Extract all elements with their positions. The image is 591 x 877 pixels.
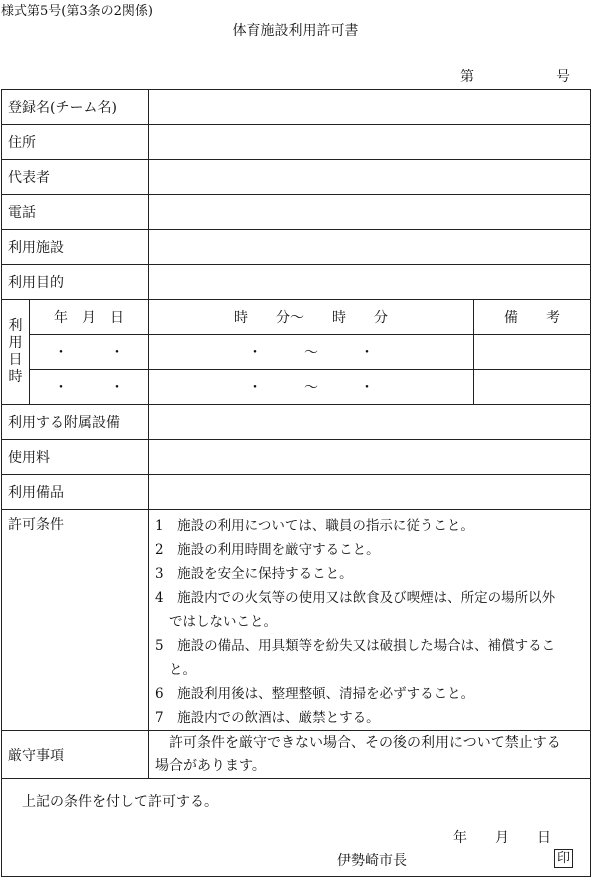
row-permit-conditions [2,510,591,731]
row-phone [2,195,591,230]
row-equipment-rental [2,475,591,510]
observance-text [149,731,591,779]
document-title: 体育施設利用許可書 [232,23,359,39]
condition-item: 3 施設を安全に保持すること。 [155,566,353,582]
input-address[interactable] [149,125,591,160]
form-number: 様式第5号(第3条の2関係) [1,4,153,19]
issuer-name: 伊勢崎市長 [337,853,407,869]
input-representative[interactable] [149,160,591,195]
approval-block [2,779,591,877]
remarks-cell[interactable] [474,370,591,405]
approval-date[interactable]: 年 月 日 [453,830,551,846]
time-cell[interactable]: ・ 〜 ・ [149,335,474,370]
condition-item-continued: と。 [169,662,196,678]
number-suffix: 号 [556,69,570,85]
condition-item: 6 施設利用後は、整理整頓、清掃を必ずすること。 [155,686,475,702]
label-facility: 利用施設 [2,230,149,265]
condition-item: 2 施設の利用時間を厳守すること。 [155,542,380,558]
label-equipment-rental: 利用備品 [2,475,149,510]
permit-number-line [460,66,570,86]
row-purpose [2,265,591,300]
permit-conditions-list [149,510,591,731]
row-equipment-attached [2,405,591,440]
label-address: 住所 [2,125,149,160]
condition-item: 1 施設の利用については、職員の指示に従うこと。 [155,518,474,534]
row-representative [2,160,591,195]
input-registered-name[interactable] [149,90,591,125]
row-usage-fee [2,440,591,475]
condition-item: 7 施設内での飲酒は、厳禁とする。 [155,710,380,726]
col-date: 年 月 日 [30,300,149,335]
time-cell[interactable]: ・ 〜 ・ [149,370,474,405]
date-cell[interactable]: ・ ・ [30,335,149,370]
label-observance: 厳守事項 [2,731,149,779]
row-footer [2,779,591,877]
row-facility [2,230,591,265]
permit-form-table [1,89,591,877]
observance-line: 許可条件を厳守できない場合、その後の利用について禁止する [155,734,561,751]
input-equipment-attached[interactable] [149,405,591,440]
label-phone: 電話 [2,195,149,230]
condition-item: 4 施設内での火気等の使用又は飲食及び喫煙は、所定の場所以外 [155,590,556,606]
remarks-cell[interactable] [474,335,591,370]
input-usage-fee[interactable] [149,440,591,475]
approval-text: 上記の条件を付して許可する。 [22,794,218,810]
input-equipment-rental[interactable] [149,475,591,510]
row-address [2,125,591,160]
input-facility[interactable] [149,230,591,265]
col-remarks: 備 考 [474,300,591,335]
schedule-row [2,370,591,405]
schedule-header-row [2,300,591,335]
row-registered-name [2,90,591,125]
row-observance [2,731,591,779]
date-cell[interactable]: ・ ・ [30,370,149,405]
condition-item: 5 施設の備品、用具類等を紛失又は破損した場合は、補償するこ [155,638,556,654]
col-time: 時 分〜 時 分 [149,300,474,335]
label-permit-conditions: 許可条件 [2,510,149,731]
label-purpose: 利用目的 [2,265,149,300]
schedule-row [2,335,591,370]
label-usage-fee: 使用料 [2,440,149,475]
label-equipment-attached: 利用する附属設備 [2,405,149,440]
observance-line: 場合があります。 [155,757,266,774]
schedule-label-char: 用 [8,335,23,351]
number-prefix: 第 [460,69,474,85]
schedule-label-char: 日 [8,352,23,368]
condition-item-continued: ではしないこと。 [169,614,277,630]
label-registered-name: 登録名(チーム名) [2,90,149,125]
input-purpose[interactable] [149,265,591,300]
label-representative: 代表者 [2,160,149,195]
seal-mark: 印 [554,849,573,868]
schedule-label [2,300,30,405]
schedule-label-char: 時 [8,369,23,385]
input-phone[interactable] [149,195,591,230]
seal-icon [554,849,573,868]
schedule-label-char: 利 [8,318,23,334]
